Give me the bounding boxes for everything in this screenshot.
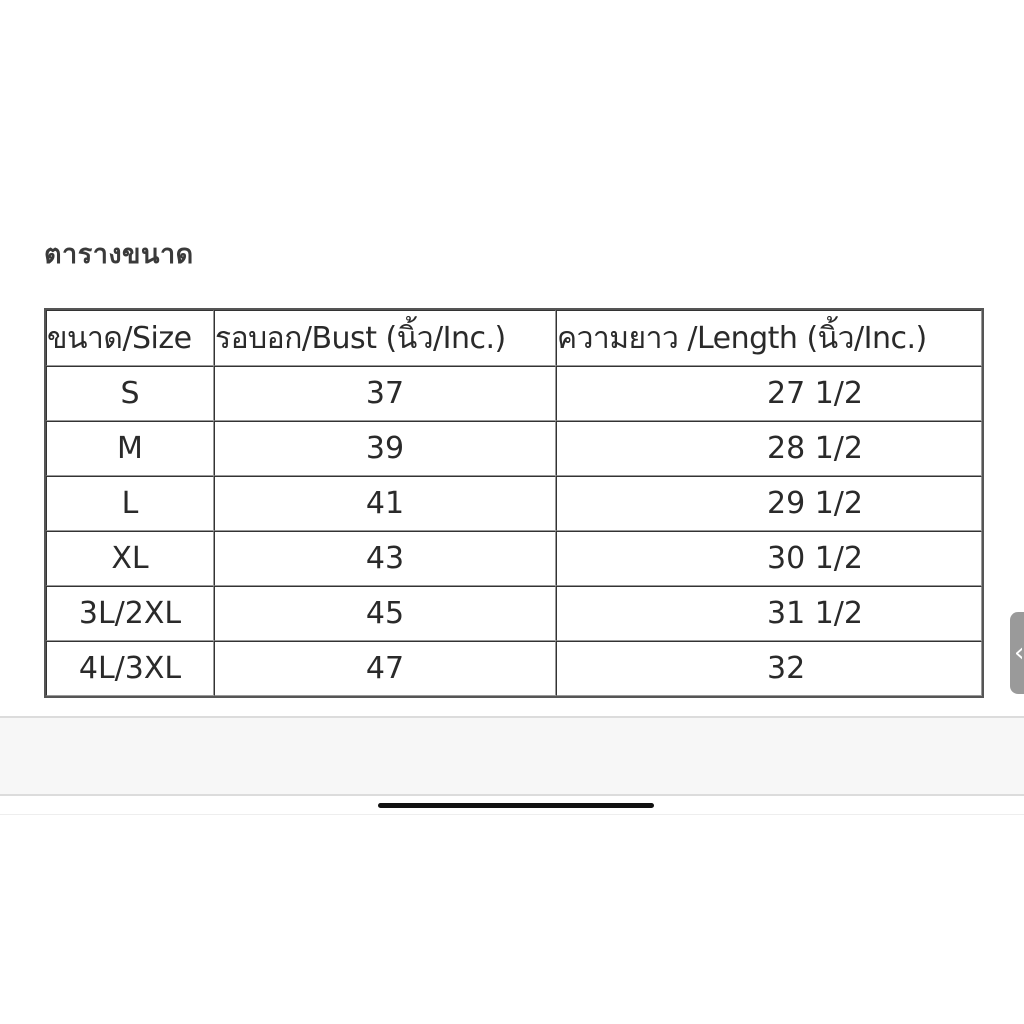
chevron-left-icon: ‹ [1014,638,1024,668]
table-row [46,366,982,421]
table-row [46,476,982,531]
cell-bust: 37 [214,366,556,421]
header-length: ความยาว /Length (นิ้ว/Inc.) [556,310,982,366]
table-header-row [46,310,982,366]
cell-length: 32 [556,641,982,696]
cell-length: 28 1/2 [556,421,982,476]
table-row [46,586,982,641]
cell-length: 30 1/2 [556,531,982,586]
header-bust: รอบอก/Bust (นิ้ว/Inc.) [214,310,556,366]
cell-size: 4L/3XL [46,641,214,696]
cell-length: 31 1/2 [556,586,982,641]
cell-bust: 43 [214,531,556,586]
side-drawer-tab[interactable] [1010,612,1024,694]
cell-size: 3L/2XL [46,586,214,641]
bottom-toolbar [0,716,1024,796]
cell-size: XL [46,531,214,586]
table-row [46,641,982,696]
cell-bust: 47 [214,641,556,696]
table-row [46,421,982,476]
cell-length: 29 1/2 [556,476,982,531]
page-title: ตารางขนาด [44,239,194,270]
cell-size: M [46,421,214,476]
home-indicator[interactable] [378,803,654,808]
cell-size: S [46,366,214,421]
cell-bust: 45 [214,586,556,641]
cell-bust: 39 [214,421,556,476]
table-row [46,531,982,586]
header-size: ขนาด/Size [46,310,214,366]
cell-bust: 41 [214,476,556,531]
divider [0,814,1024,815]
cell-length: 27 1/2 [556,366,982,421]
size-chart-table [44,308,984,698]
cell-size: L [46,476,214,531]
